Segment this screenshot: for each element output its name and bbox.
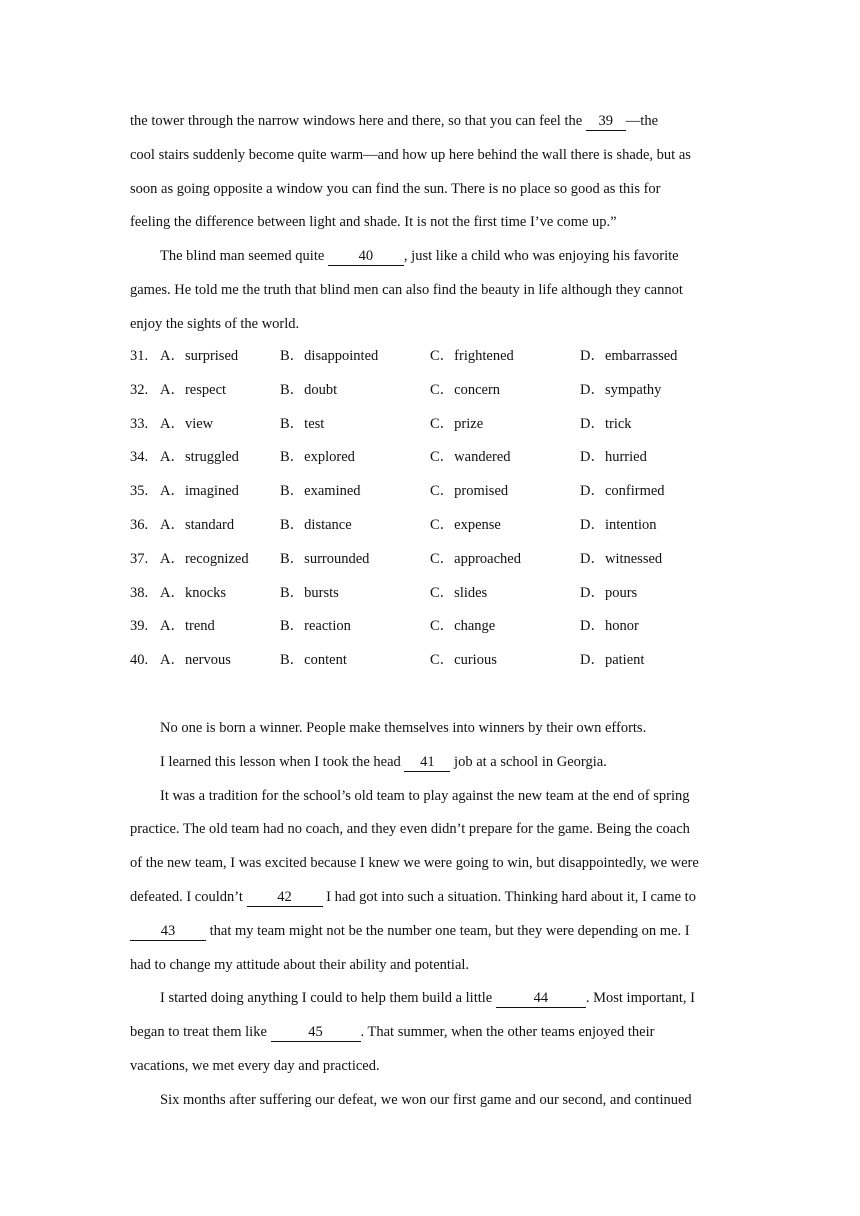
option-a: A．surprised [160,348,239,364]
passage-2-line: It was a tradition for the school’s old team to play against the new team at the end of spring [160,787,690,804]
option-row [130,441,730,475]
option-c: C．frightened [430,348,514,364]
passage-1-line: The blind man seemed quite 40 , just like a child who was enjoying his favorite [160,248,679,265]
passage-2-line: No one is born a winner. People make themselves into winners by their own efforts. [160,720,647,736]
option-row [130,577,730,611]
option-c: C．change [430,618,496,635]
passage-1-line: the tower through the narrow windows here and there, so that you can feel the 39 —the [130,113,659,129]
option-d: D．sympathy [580,381,662,398]
option-b: B．explored [280,449,355,466]
question-number: 31. [130,348,149,364]
option-row [130,543,730,577]
blank-45: 45 [271,1023,361,1042]
blank-39: 39 [586,112,626,131]
question-number: 34. [130,449,149,466]
option-a: A．imagined [160,483,239,500]
question-number: 32. [130,381,149,398]
option-a: A．struggled [160,449,239,466]
option-c: C．expense [430,516,501,533]
option-d: D．pours [580,584,638,601]
option-d: D．confirmed [580,483,665,500]
option-row [130,610,730,644]
option-d: D．patient [580,652,645,669]
option-row [130,340,730,374]
option-d: D．honor [580,618,639,635]
passage-2-line: I started doing anything I could to help them build a little 44 . Most important, I [160,990,696,1007]
option-c: C．approached [430,550,521,567]
question-number: 38. [130,584,149,601]
option-c: C．promised [430,483,509,500]
option-c: C．wandered [430,449,511,466]
passage-1 [130,105,730,342]
option-c: C．concern [430,381,501,398]
question-number: 39. [130,618,149,635]
option-row [130,408,730,442]
blank-40: 40 [328,247,404,266]
option-c: C．prize [430,415,484,432]
passage-2-line: defeated. I couldn’t 42 I had got into such a situation. Thinking hard about it, I came to [130,888,696,905]
option-a: A．standard [160,516,235,533]
option-d: D．hurried [580,449,647,466]
option-b: B．examined [280,483,361,500]
option-a: A．nervous [160,652,231,669]
question-number: 35. [130,483,149,500]
passage-2-line: had to change my attitude about their ability and potential. [130,956,470,973]
option-c: C．curious [430,652,497,669]
options-list [130,340,730,678]
option-d: D．witnessed [580,550,663,567]
option-a: A．recognized [160,550,249,567]
option-a: A．view [160,415,214,432]
passage-2-line: I learned this lesson when I took the head 41 job at a school in Georgia. [160,753,607,770]
blank-41: 41 [404,753,450,772]
option-d: D．trick [580,415,632,432]
option-b: B．disappointed [280,348,379,364]
option-b: B．bursts [280,584,339,601]
option-row [130,374,730,408]
passage-2-line: Six months after suffering our defeat, we won our first game and our second, and continued [160,1091,692,1108]
option-b: B．test [280,415,325,432]
passage-2-line: vacations, we met every day and practiced. [130,1057,380,1074]
option-a: A．respect [160,381,227,398]
option-b: B．doubt [280,381,338,398]
passage-2-line: of the new team, I was excited because I knew we were going to win, but disappointedly, we were [130,855,699,872]
question-number: 40. [130,652,149,669]
passage-1-line: games. He told me the truth that blind men can also find the beauty in life although they cannot [130,281,683,298]
passage-1-line: enjoy the sights of the world. [130,315,300,332]
question-number: 37. [130,550,149,567]
option-c: C．slides [430,584,488,601]
blank-43: 43 [130,922,206,941]
passage-2-line: 43 that my team might not be the number one team, but they were depending on me. I [130,915,730,949]
option-b: B．content [280,652,347,669]
option-row [130,475,730,509]
option-d: D．intention [580,516,657,533]
option-row [130,509,730,543]
passage-1-line: cool stairs suddenly become quite warm—and how up here behind the wall there is shade, but as [130,146,691,163]
passage-2-line: practice. The old team had no coach, and they even didn’t prepare for the game. Being the coach [130,821,690,838]
question-number: 33. [130,415,149,432]
blank-44: 44 [496,989,586,1008]
option-b: B．distance [280,516,352,533]
option-d: D．embarrassed [580,348,678,364]
option-a: A．knocks [160,584,227,601]
question-number: 36. [130,516,149,533]
passage-2 [130,712,730,1118]
passage-1-line: feeling the difference between light and shade. It is not the first time I’ve come up.” [130,214,617,231]
option-row [130,644,730,678]
option-b: B．surrounded [280,550,370,567]
passage-2-line: began to treat them like 45 . That summer, when the other teams enjoyed their [130,1024,655,1041]
option-a: A．trend [160,618,215,635]
blank-42: 42 [247,888,323,907]
option-b: B．reaction [280,618,351,635]
passage-1-line: soon as going opposite a window you can find the sun. There is no place so good as this for [130,180,661,197]
